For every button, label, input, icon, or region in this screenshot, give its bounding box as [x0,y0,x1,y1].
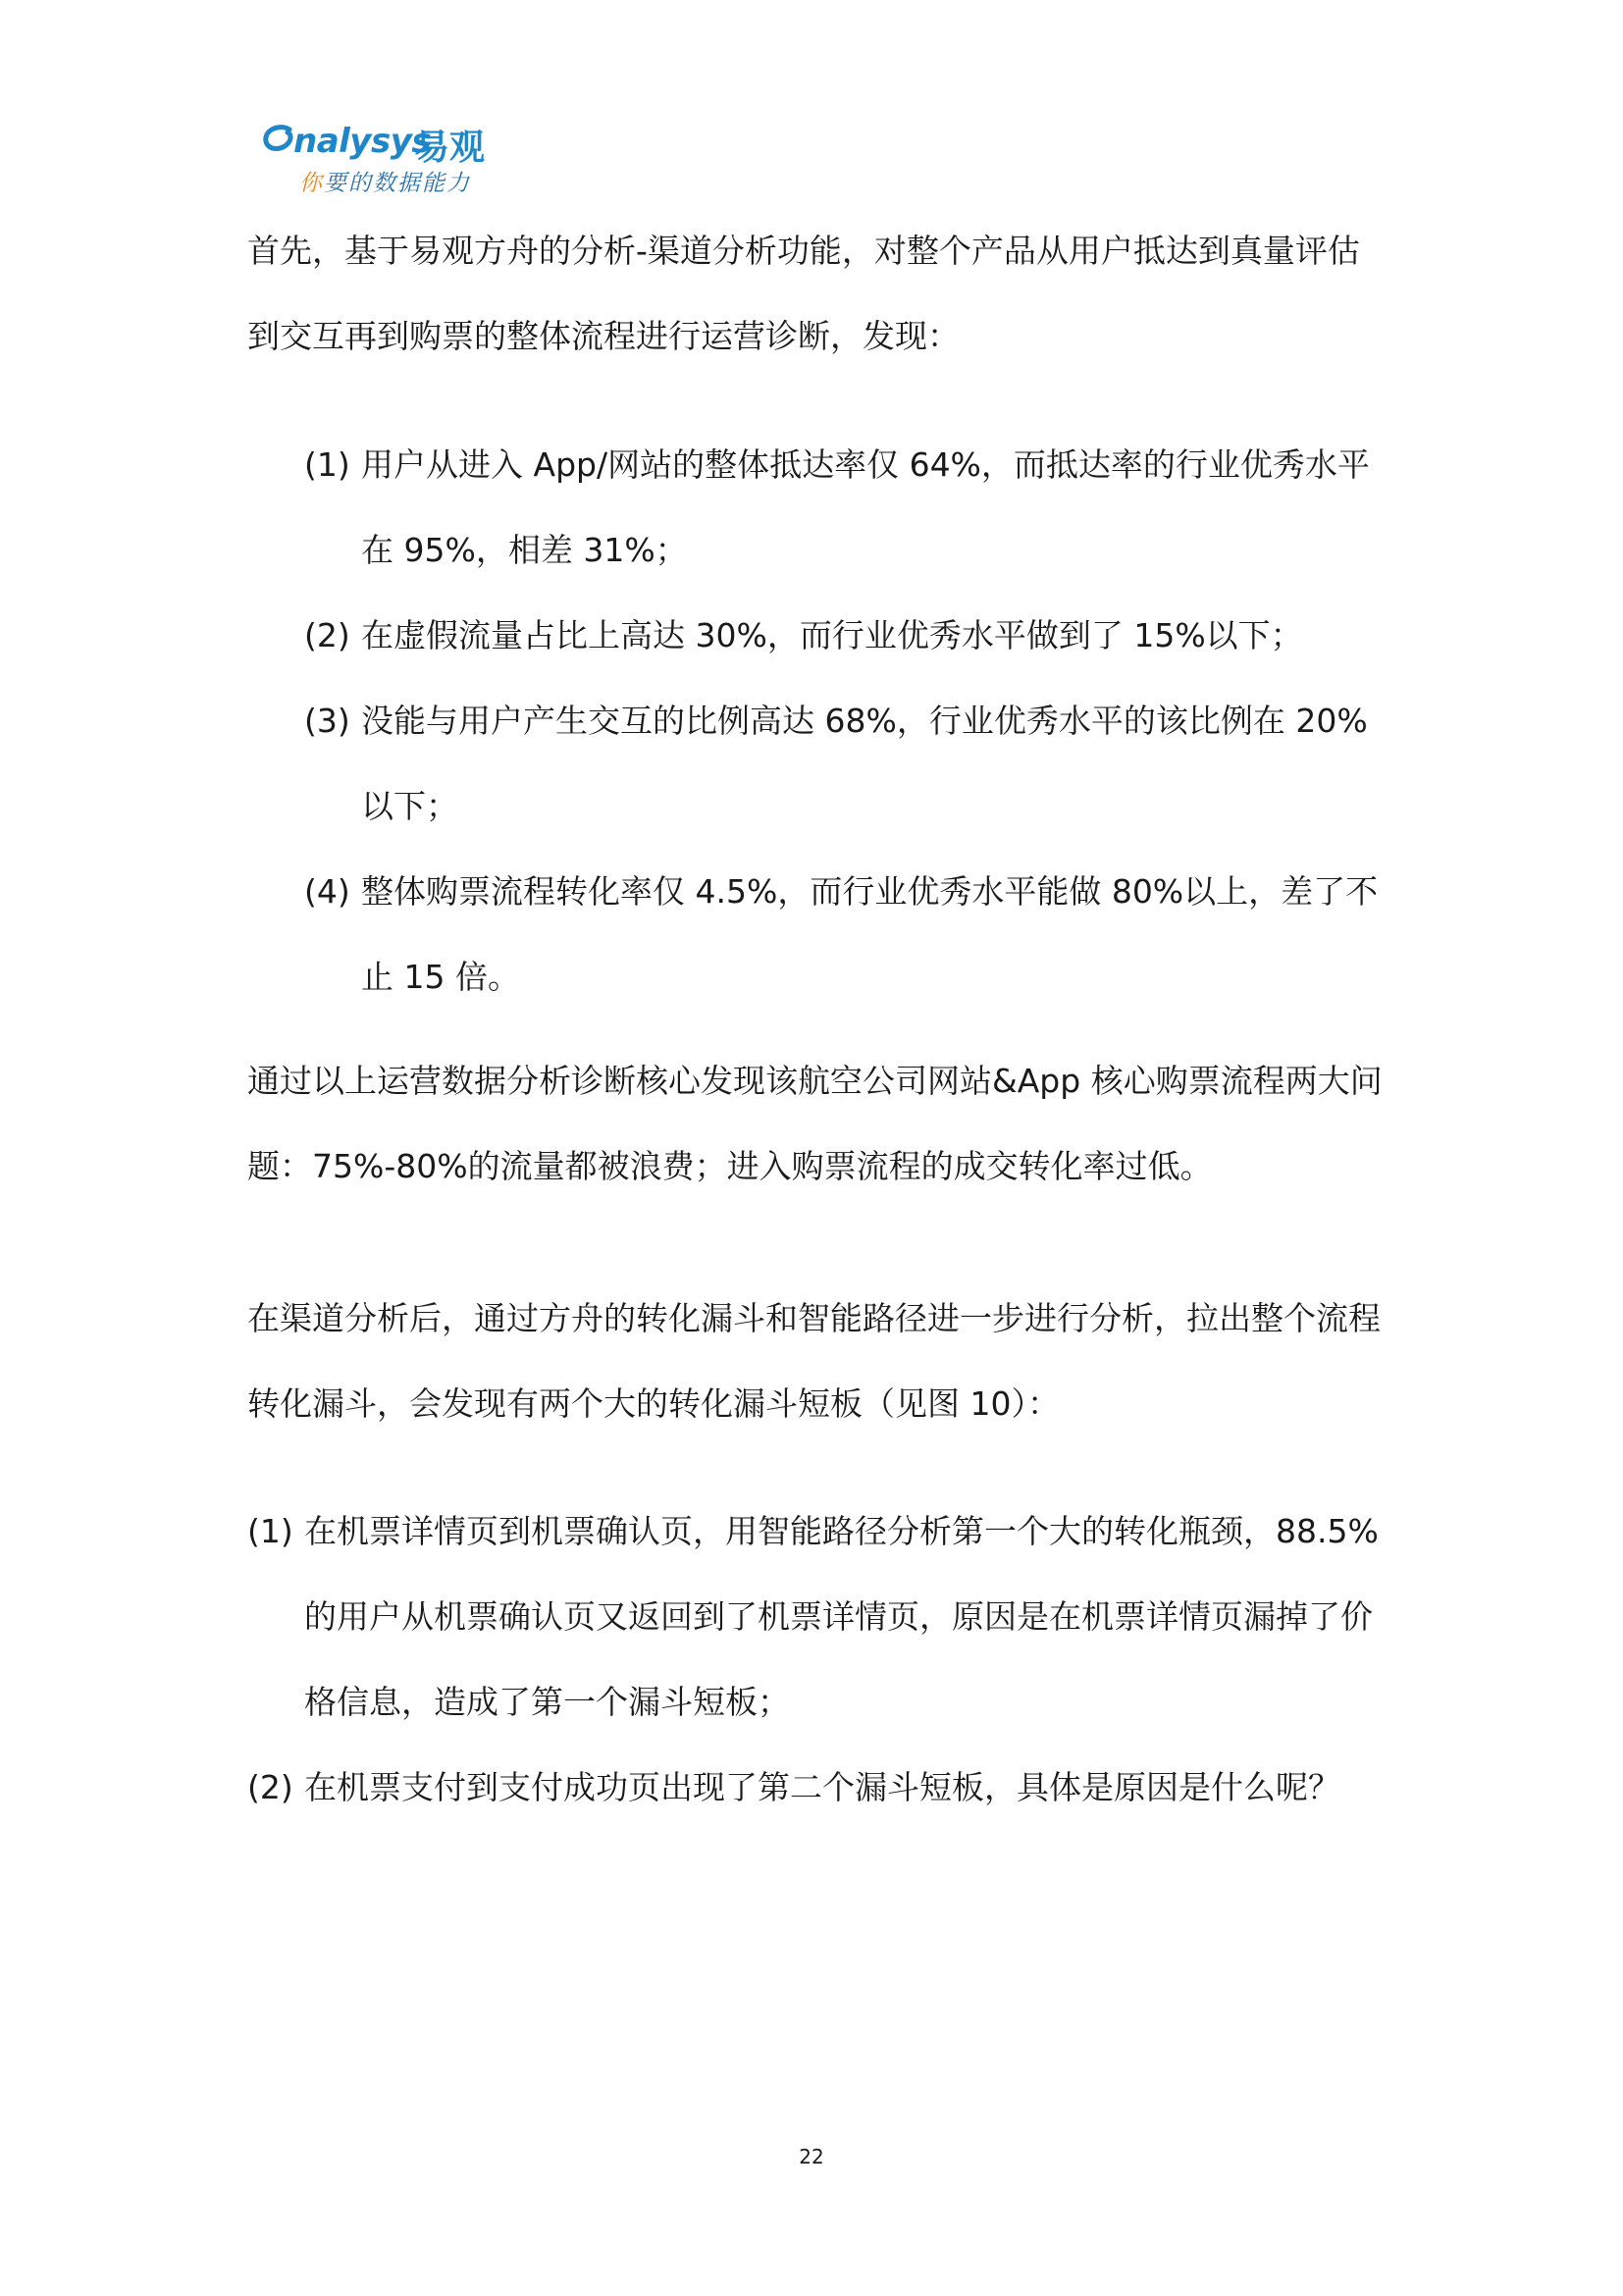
page-number: 22 [799,2145,824,2168]
logo-chinese-name: 易观 [414,128,486,168]
logo-wordmark: nalysys [293,122,432,161]
finding-number: (2) [304,616,350,654]
funnel-point-item [247,1488,1386,1745]
finding-item [304,849,1386,1019]
finding-text: 没能与用户产生交互的比例高达 68%，行业优秀水平的该比例在 20%以下； [361,702,1368,825]
analysys-logo [260,120,515,198]
summary-paragraph: 通过以上运营数据分析诊断核心发现该航空公司网站&App 核心购票流程两大问题：75%-80%的流量都被浪费；进入购票流程的成交转化率过低。 [247,1062,1383,1185]
funnel-intro-paragraph: 在渠道分析后，通过方舟的转化漏斗和智能路径进一步进行分析，拉出整个流程转化漏斗，会发现有两个大的转化漏斗短板（见图 10）： [247,1299,1381,1423]
funnel-point-number: (2) [247,1768,293,1806]
finding-number: (3) [304,702,350,740]
funnel-point-item [247,1745,1386,1830]
finding-number: (4) [304,872,350,911]
funnel-point-text: 在机票支付到支付成功页出现了第二个漏斗短板，具体是原因是什么呢？ [304,1768,1340,1806]
logo-tagline-first-char: 你 [299,171,324,196]
logo-tagline-rest: 要的数据能力 [324,171,471,196]
finding-text: 用户从进入 App/网站的整体抵达率仅 64%，而抵达率的行业优秀水平在 95%，相差 31%； [361,445,1370,569]
finding-item [304,422,1386,593]
finding-item [304,678,1386,849]
funnel-point-text: 在机票详情页到机票确认页，用智能路径分析第一个大的转化瓶颈，88.5%的用户从机票确认页又返回到了机票详情页，原因是在机票详情页漏掉了价格信息，造成了第一个漏斗短板； [304,1512,1379,1721]
finding-text: 在虚假流量占比上高达 30%，而行业优秀水平做到了 15%以下； [361,616,1303,654]
logo-tagline [299,165,471,197]
funnel-point-number: (1) [247,1512,293,1550]
finding-text: 整体购票流程转化率仅 4.5%，而行业优秀水平能做 80%以上，差了不止 15 倍。 [361,872,1379,996]
finding-number: (1) [304,445,350,484]
finding-item [304,593,1386,678]
intro-paragraph: 首先，基于易观方舟的分析-渠道分析功能，对整个产品从用户抵达到真量评估到交互再到购票的整体流程进行运营诊断，发现： [247,232,1360,355]
